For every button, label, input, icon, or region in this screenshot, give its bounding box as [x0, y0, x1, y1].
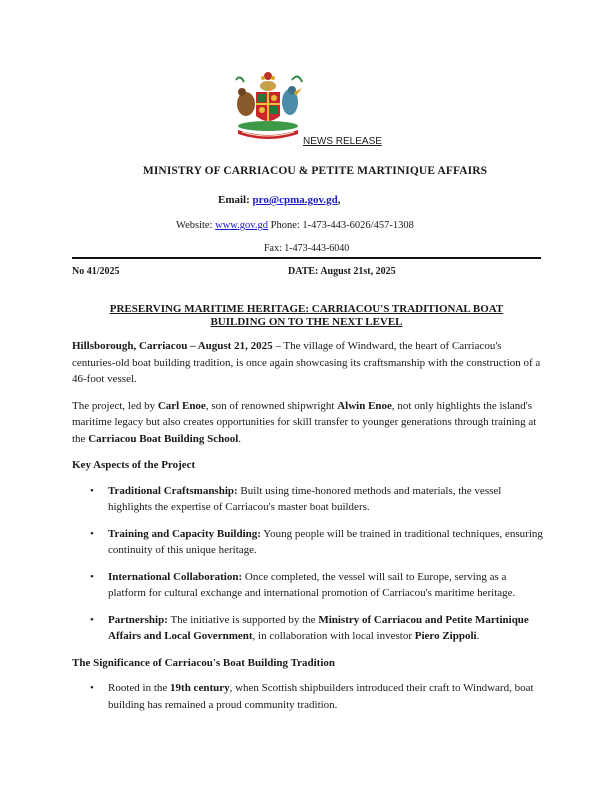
list-item	[72, 569, 546, 602]
significance-text-2: , when Scottish shipbuilders introduced their craft to Windward, boat building has remained a proud community tradition.	[108, 682, 534, 711]
list-item	[72, 680, 546, 713]
bullet-title: Traditional Craftsmanship:	[108, 484, 238, 497]
bullet-text: Once completed, the vessel will sail to Europe, serving as a platform for cultural exchange and international promotion of Carriacou's maritime heritage.	[108, 570, 516, 599]
section-heading-significance: The Significance of Carriacou's Boat Building Tradition	[72, 656, 336, 669]
bullet-text: Young people will be trained in traditional techniques, ensuring continuity of this unique heritage.	[108, 527, 543, 556]
ministry-title: MINISTRY OF CARRIACOU & PETITE MARTINIQUE AFFAIRS	[142, 165, 488, 177]
headline-line-1: PRESERVING MARITIME HERITAGE: CARRIACOU'S TRADITIONAL BOAT	[109, 303, 504, 315]
email-line	[218, 194, 341, 206]
partnership-text-1: The initiative is supported by the	[167, 613, 319, 626]
paragraph-project	[72, 398, 546, 448]
article-body	[72, 338, 546, 723]
dateline: Hillsborough, Carriacou – August 21, 2025	[72, 340, 273, 352]
bullet-title: International Collaboration:	[108, 570, 243, 583]
news-release-label: NEWS RELEASE	[303, 136, 382, 147]
headline	[72, 303, 541, 329]
list-item	[72, 612, 546, 645]
partnership-text-3: .	[476, 630, 480, 642]
bullet-text: Built using time-honored methods and materials, the vessel highlights the expertise of Carriacou's master boat builders.	[108, 484, 502, 513]
email-link[interactable]: pro@cpma.gov.gd	[252, 194, 338, 206]
project-text-2: , son of renowned shipwright	[205, 399, 338, 412]
coat-of-arms-icon	[228, 70, 308, 140]
bullet-title: Partnership:	[108, 613, 168, 626]
significance-list	[72, 680, 546, 713]
alwin-enoe: Alwin Enoe	[337, 399, 392, 412]
bullet-icon: •	[90, 570, 94, 583]
bullet-icon: •	[90, 527, 94, 540]
significance-text-1: Rooted in the	[108, 682, 171, 694]
paragraph-intro	[72, 338, 546, 388]
website-link[interactable]: www.gov.gd	[215, 220, 268, 231]
website-label: Website:	[176, 220, 216, 231]
list-item	[72, 526, 546, 559]
email-suffix: ,	[337, 194, 341, 206]
section-heading-key-aspects: Key Aspects of the Project	[72, 459, 196, 471]
investor-name: Piero Zippoli	[414, 630, 477, 642]
partnership-text-2: , in collaboration with local investor	[252, 630, 415, 642]
project-text-4: .	[238, 432, 241, 445]
bullet-icon: •	[90, 613, 94, 626]
intro-text: – The village of Windward, the heart of Carriacou's centuries-old boat building tradition, is once again showcasing its craftsmanship with the construction of a 46-foot vessel.	[72, 340, 541, 385]
email-label: Email:	[218, 194, 253, 206]
ministry-name: Ministry of Carriacou and Petite Martinique Affairs and Local Government	[108, 613, 529, 642]
project-text-1: The project, led by	[72, 399, 158, 412]
carl-enoe: Carl Enoe	[157, 399, 206, 412]
key-aspects-list	[72, 483, 546, 645]
project-text-3: , not only highlights the island's maritime legacy but also creates opportunities for skill transfer to younger generations through training at the	[72, 399, 537, 445]
school-name: Carriacou Boat Building School	[88, 432, 239, 445]
bullet-title: Training and Capacity Building:	[108, 527, 261, 540]
website-phone-line	[176, 220, 414, 231]
bullet-icon: •	[90, 484, 94, 497]
century-text: 19th century	[170, 682, 230, 694]
fax-line: Fax: 1-473-443-6040	[264, 243, 350, 254]
header-divider	[72, 257, 541, 259]
release-number: No 41/2025	[72, 266, 120, 277]
list-item	[72, 483, 546, 516]
headline-line-2: BUILDING ON TO THE NEXT LEVEL	[210, 316, 403, 328]
bullet-icon: •	[90, 682, 94, 694]
release-date: DATE: August 21st, 2025	[288, 266, 396, 277]
phone-text: Phone: 1-473-443-6026/457-1308	[268, 220, 414, 231]
